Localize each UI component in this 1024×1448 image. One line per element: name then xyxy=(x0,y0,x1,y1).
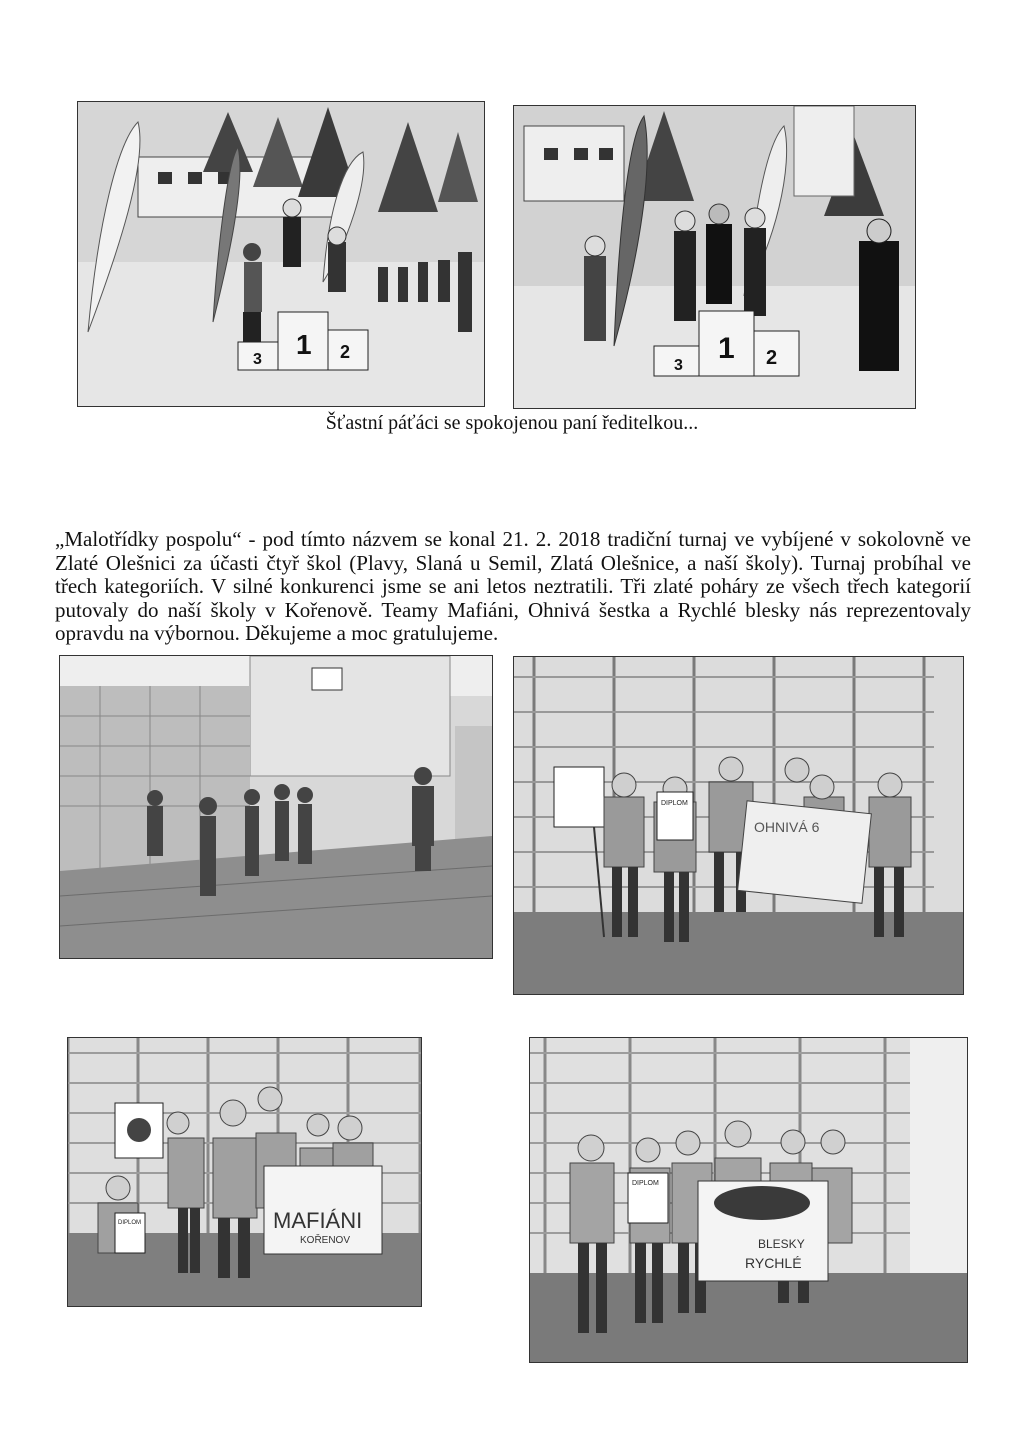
team-blesky-illustration xyxy=(530,1038,967,1362)
podium-left-3: 3 xyxy=(253,351,262,368)
blesky-diploma: DIPLOM xyxy=(632,1180,659,1187)
podium-right-2: 2 xyxy=(766,347,778,369)
team-mafiani-illustration xyxy=(68,1038,421,1306)
podium-right-1: 1 xyxy=(718,332,735,365)
gym-game-illustration xyxy=(60,656,492,958)
photo-caption: Šťastní páťáci se spokojenou paní ředitelkou... xyxy=(325,412,699,434)
blesky-banner-sub: RYCHLÉ xyxy=(745,1255,802,1271)
mafiani-banner: MAFIÁNI xyxy=(273,1208,363,1233)
photo-team-mafiani xyxy=(67,1037,422,1307)
podium-left-2: 2 xyxy=(340,342,351,362)
blesky-banner: BLESKY xyxy=(758,1237,805,1251)
mafiani-diploma: DIPLOM xyxy=(118,1220,142,1226)
podium-left-illustration xyxy=(78,102,484,406)
podium-right-3: 3 xyxy=(674,357,683,374)
photo-podium-left xyxy=(77,101,485,407)
photo-podium-right xyxy=(513,105,916,409)
photo-team-blesky xyxy=(529,1037,968,1363)
article-text: „Malotřídky pospolu“ - pod tímto názvem se konal 21. 2. 2018 tradiční turnaj ve vybíjené v sokolovně ve Zlaté Olešnici za účasti čtyř škol (Plavy, Slaná u Semil, Zlatá Olešnice, a naší školy). Turnaj probíhal ve třech kategoriích. V silné konkurenci jsme se ani letos neztratili. Tři zlaté poháry ze všech třech kategorií putovaly do naší školy v Kořenově. Teamy Mafiáni, Ohnivá šestka a Rychlé blesky nás reprezentovaly opravdu na výbornou. Děkujeme a moc gratulujeme. xyxy=(55,527,971,645)
podium-right-illustration xyxy=(514,106,915,408)
team-ohniva-illustration xyxy=(514,657,963,994)
podium-left-1: 1 xyxy=(296,329,312,360)
photo-team-ohniva xyxy=(513,656,964,995)
ohniva-diploma: DIPLOM xyxy=(661,800,688,807)
photo-gym-game xyxy=(59,655,493,959)
ohniva-banner: OHNIVÁ 6 xyxy=(754,819,820,835)
mafiani-banner-sub: KOŘENOV xyxy=(300,1235,351,1246)
